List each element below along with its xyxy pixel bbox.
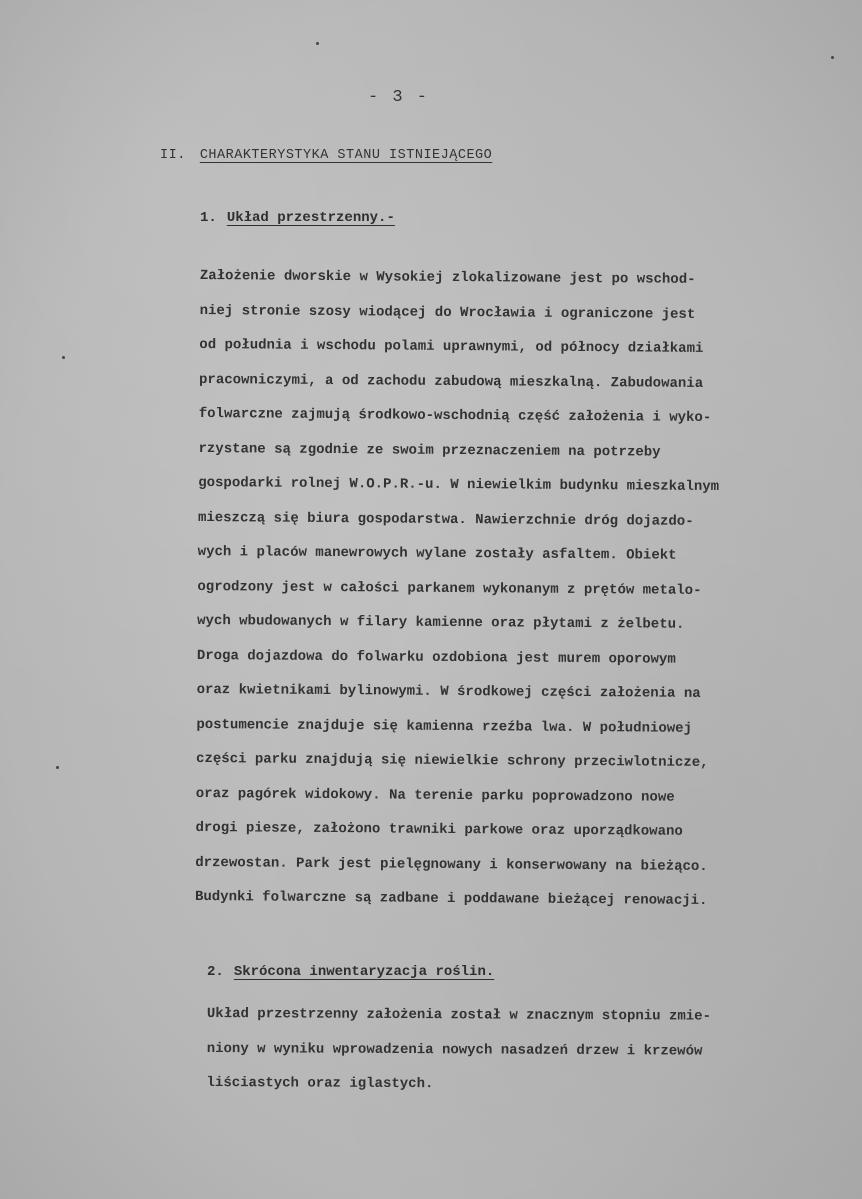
paragraph-line: od południa i wschodu polami uprawnymi, od północy działkami: [199, 336, 704, 357]
paragraph-line: niej stronie szosy wiodącej do Wrocławia i ograniczone jest: [199, 302, 696, 323]
subsection-2-paragraph: [206, 997, 711, 1103]
paper-speck: [316, 42, 319, 45]
paragraph-line: drzewostan. Park jest pielęgnowany i konserwowany na bieżąco.: [195, 854, 708, 875]
subsection-2-number: 2.: [207, 964, 224, 980]
paragraph-line: wych i placów manewrowych wylane zostały asfaltem. Obiekt: [197, 543, 677, 564]
paragraph-line: drogi piesze, założono trawniki parkowe oraz uporządkowano: [195, 819, 683, 840]
section-heading: [160, 148, 492, 163]
paragraph-line: oraz pagórek widokowy. Na terenie parku poprowadzono nowe: [195, 785, 675, 806]
subsection-2-heading: [207, 964, 494, 980]
paragraph-line: folwarczne zajmują środkowo-wschodnią część założenia i wyko-: [198, 405, 712, 427]
paragraph-line: Droga dojazdowa do folwarku ozdobiona jest murem oporowym: [196, 647, 676, 668]
paragraph-line: postumencie znajduje się kamienna rzeźba lwa. W południowej: [196, 716, 693, 737]
section-title: CHARAKTERYSTYKA STANU ISTNIEJĄCEGO: [199, 148, 493, 163]
paragraph-line: Założenie dworskie w Wysokiej zlokalizowane jest po wschod-: [199, 267, 696, 288]
paragraph-line: liściastych oraz iglastych.: [206, 1074, 434, 1093]
paragraph-line: ogrodzony jest w całości parkanem wykonanym z prętów metalo-: [197, 578, 702, 599]
subsection-2-title: Skrócona inwentaryzacja roślin.: [233, 964, 495, 980]
paragraph-line: wych wbudowanych w filary kamienne oraz płytami z żelbetu.: [197, 612, 685, 633]
subsection-1-title: Układ przestrzenny.-: [226, 210, 395, 226]
paragraph-line: pracowniczymi, a od zachodu zabudową mieszkalną. Zabudowania: [198, 371, 704, 392]
subsection-1-number: 1.: [200, 210, 217, 226]
paragraph-line: Budynki folwarczne są zadbane i poddawane bieżącej renowacji.: [194, 888, 708, 910]
paragraph-line: gospodarki rolnej W.O.P.R.-u. W niewielkim budynku mieszkalnym: [198, 474, 720, 496]
paragraph-line: rzystane są zgodnie ze swoim przeznaczeniem na potrzeby: [198, 440, 661, 461]
paragraph-line: części parku znajdują się niewielkie schrony przeciwlotnicze,: [196, 750, 709, 772]
section-number: II.: [160, 148, 186, 163]
paragraph-line: niony w wyniku wprowadzenia nowych nasadzeń drzew i krzewów: [206, 1040, 703, 1060]
paragraph-line: Układ przestrzenny założenia został w znacznym stopniu zmie-: [206, 1005, 712, 1025]
paper-speck: [831, 56, 834, 59]
subsection-1-heading: [200, 210, 395, 226]
paragraph-line: mieszczą się biura gospodarstwa. Nawierzchnie dróg dojazdo-: [197, 509, 694, 530]
paragraph-line: oraz kwietnikami bylinowymi. W środkowej części założenia na: [196, 681, 701, 702]
paper-speck: [56, 766, 59, 769]
paper-speck: [62, 356, 65, 359]
subsection-1-paragraph: [195, 259, 721, 919]
page-number: - 3 -: [368, 88, 430, 107]
